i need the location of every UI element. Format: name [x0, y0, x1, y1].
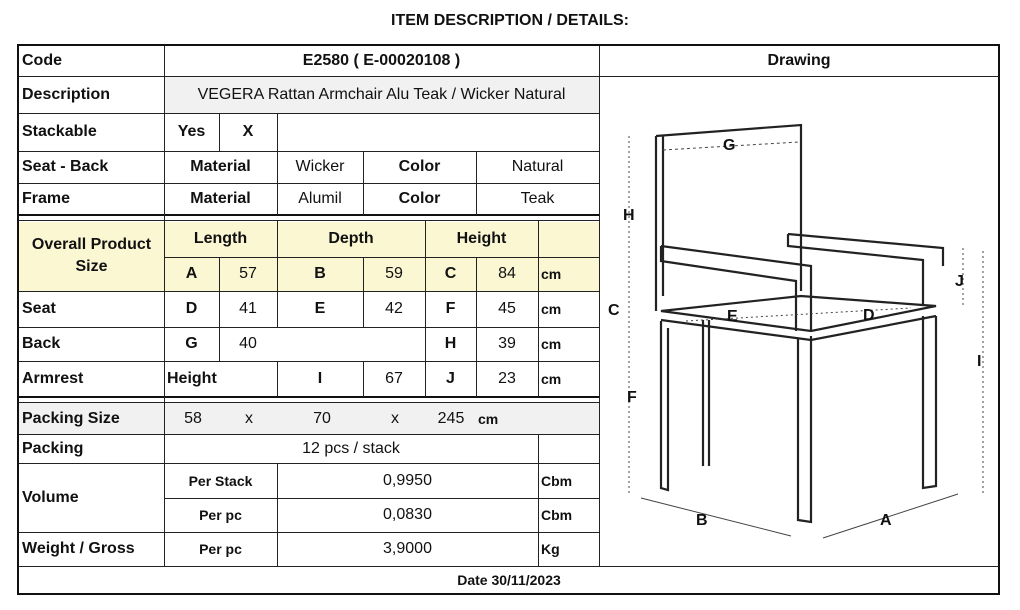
- dim-g-letter: G: [185, 335, 198, 352]
- packing-width: 58: [184, 409, 202, 427]
- dim-e-value: 42: [385, 300, 403, 317]
- drawing-label-e: E: [727, 308, 738, 325]
- length-label: Length: [193, 230, 248, 247]
- dim-c-value: 84: [498, 265, 516, 282]
- drawing-label-f: F: [627, 389, 637, 406]
- dim-j-value: 23: [498, 369, 516, 387]
- volume-per-stack-label: Per Stack: [188, 472, 253, 489]
- volume-per-pc-unit: Cbm: [541, 507, 573, 523]
- stackable-yes: Yes: [177, 123, 206, 140]
- description-label: Description: [22, 85, 111, 103]
- rule: [19, 214, 599, 216]
- seat-back-color: Natural: [511, 158, 564, 175]
- dim-unit: cm: [541, 266, 562, 282]
- frame-material: Alumil: [298, 189, 342, 207]
- description-value: VEGERA Rattan Armchair Alu Teak / Wicker Natural: [197, 85, 566, 103]
- page-title: ITEM DESCRIPTION / DETAILS:: [391, 12, 629, 29]
- drawing-label-h: H: [623, 207, 635, 224]
- depth-label: Depth: [328, 230, 374, 247]
- code-label: Code: [22, 52, 62, 69]
- volume-label: Volume: [22, 488, 79, 506]
- drawing-label-g: G: [723, 137, 736, 154]
- drawing-label-d: D: [863, 307, 875, 324]
- armchair-drawing: [601, 76, 998, 566]
- drawing-label-i: I: [977, 353, 982, 370]
- dim-i-value: 67: [385, 369, 403, 387]
- seat-label: Seat: [22, 300, 56, 317]
- seat-back-material-label: Material: [190, 158, 251, 175]
- volume-per-pc-label: Per pc: [199, 507, 242, 523]
- dim-f-value: 45: [498, 300, 516, 317]
- dim-j-letter: J: [446, 369, 455, 387]
- dim-h-letter: H: [444, 335, 457, 352]
- frame-label: Frame: [22, 189, 71, 207]
- packing-size-unit: cm: [478, 410, 499, 427]
- packing-label: Packing: [22, 439, 84, 457]
- front-right-leg: [798, 336, 811, 522]
- date-footer: Date 30/11/2023: [457, 572, 561, 588]
- drawing-label-j: J: [955, 273, 964, 290]
- overall-size-label: Overall Product Size: [31, 236, 152, 275]
- code-value: E2580 ( E-00020108 ): [302, 52, 461, 69]
- weight-per-pc-label: Per pc: [199, 541, 242, 557]
- dim-b-value: 59: [385, 265, 403, 282]
- dim-g-value: 40: [239, 335, 257, 352]
- packing-x1: x: [245, 409, 253, 427]
- rule: [599, 46, 600, 566]
- height-label: Height: [456, 230, 507, 247]
- frame-color-label: Color: [398, 189, 441, 207]
- armrest-unit: cm: [541, 370, 562, 387]
- front-left-leg: [661, 321, 668, 490]
- dim-a-value: 57: [239, 265, 257, 282]
- stackable-label: Stackable: [22, 123, 97, 140]
- seat-unit: cm: [541, 301, 562, 317]
- volume-per-stack-unit: Cbm: [541, 472, 573, 489]
- dim-e-letter: E: [314, 300, 326, 317]
- packing-x2: x: [391, 409, 399, 427]
- drawing-label: Drawing: [767, 52, 831, 69]
- seat-back-material: Wicker: [295, 158, 345, 175]
- dim-f-letter: F: [445, 300, 456, 317]
- armrest-height-label: Height: [167, 369, 217, 387]
- dim-a-letter: A: [185, 265, 198, 282]
- drawing-label-b: B: [696, 512, 708, 529]
- frame-material-label: Material: [190, 189, 251, 207]
- frame-color: Teak: [520, 189, 555, 207]
- dim-c-letter: C: [444, 265, 457, 282]
- back-label: Back: [22, 335, 61, 352]
- drawing-label-c: C: [608, 302, 620, 319]
- drawing-label-a: A: [880, 512, 892, 529]
- packing-depth: 70: [313, 409, 331, 427]
- packing-value: 12 pcs / stack: [302, 439, 400, 457]
- back-left-leg: [703, 320, 709, 466]
- packing-height: 245: [437, 409, 465, 427]
- rule: [19, 396, 599, 398]
- back-unit: cm: [541, 336, 562, 352]
- stackable-mark: X: [242, 123, 254, 140]
- dim-b-letter: B: [314, 265, 326, 282]
- back-right-leg: [923, 316, 936, 488]
- dim-d-letter: D: [185, 300, 198, 317]
- volume-per-stack-value: 0,9950: [383, 471, 432, 489]
- weight-unit: Kg: [541, 541, 560, 557]
- seat-back-label: Seat - Back: [22, 158, 109, 175]
- weight-value: 3,9000: [383, 540, 432, 557]
- dim-d-value: 41: [239, 300, 257, 317]
- packing-size-label: Packing Size: [22, 409, 120, 427]
- armrest-label: Armrest: [22, 369, 84, 387]
- seat-back-color-label: Color: [398, 158, 441, 175]
- volume-per-pc-value: 0,0830: [383, 506, 432, 523]
- dim-i-letter: I: [317, 369, 323, 387]
- weight-label: Weight / Gross: [22, 540, 135, 557]
- dim-h-value: 39: [498, 335, 516, 352]
